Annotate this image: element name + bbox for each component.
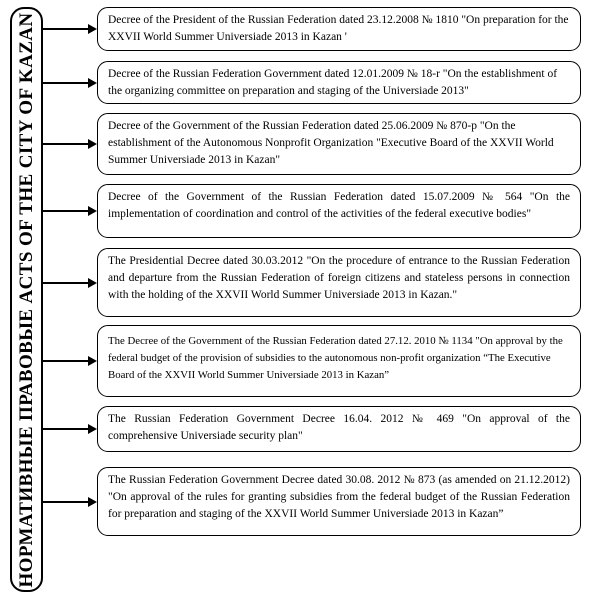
arrow-shaft: [43, 282, 90, 284]
decree-row: [43, 467, 581, 536]
decree-text: Decree of the President of the Russian Federation dated 23.12.2008 № 1810 "On preparation for the XXVII World Summer Universiade 2013 in Kazan ': [108, 14, 569, 43]
decree-box-7: [97, 406, 581, 452]
arrow-head-icon: [88, 78, 97, 88]
arrow-shaft: [43, 360, 90, 362]
connector-arrow-icon: [43, 423, 97, 435]
decree-row: [43, 113, 581, 175]
decree-text: The Decree of the Government of the Russian Federation dated 27.12. 2010 № 1134 "On approval by the federal budget of the provision of subsidies to the autonomous non-profit organization “The Executive Board of the XXVII World Summer Universiade 2013 in Kazan”: [108, 335, 563, 381]
arrow-shaft: [43, 210, 90, 212]
connector-arrow-icon: [43, 138, 97, 150]
decree-text: Decree of the Government of the Russian Federation dated 15.07.2009 № 564 "On the implementation of coordination and control of the activities of the federal executive bodies": [108, 191, 570, 221]
decree-text: The Russian Federation Government Decree 16.04. 2012 № 469 "On approval of the comprehensive Universiade security plan": [108, 413, 570, 443]
decree-list: [43, 7, 581, 536]
decree-row: [43, 325, 581, 397]
decree-row: [43, 61, 581, 104]
arrow-head-icon: [88, 356, 97, 366]
decree-box-8: [97, 467, 581, 536]
side-title-text: НОРМАТИВНЫЕ ПРАВОВЫЕ ACTS OF THE CITY OF KAZAN: [15, 11, 37, 588]
connector-arrow-icon: [43, 205, 97, 217]
arrow-head-icon: [88, 206, 97, 216]
decree-box-6: [97, 325, 581, 397]
decree-text: The Presidential Decree dated 30.03.2012 "On the procedure of entrance to the Russian Federation and departure from the Russian Federation of foreign citizens and stateless persons in connection with the holding of the XXVII World Summer Universiade 2013 in Kazan.": [108, 255, 570, 301]
arrow-head-icon: [88, 139, 97, 149]
decree-row: [43, 248, 581, 317]
arrow-head-icon: [88, 424, 97, 434]
decree-row: [43, 7, 581, 51]
decree-text: The Russian Federation Government Decree dated 30.08. 2012 № 873 (as amended on 21.12.2012) "On approval of the rules for granting subsidies from the federal budget of the Russian Federation for preparation and staging of the XXVII World Summer Universiade 2013 in Kazan”: [108, 474, 570, 520]
decree-row: [43, 184, 581, 238]
decree-box-4: [97, 184, 581, 238]
connector-arrow-icon: [43, 277, 97, 289]
arrow-head-icon: [88, 278, 97, 288]
decree-row: [43, 406, 581, 452]
arrow-shaft: [43, 428, 90, 430]
connector-arrow-icon: [43, 496, 97, 508]
decree-box-2: [97, 61, 581, 104]
decree-box-5: [97, 248, 581, 317]
arrow-shaft: [43, 501, 90, 503]
decree-box-3: [97, 113, 581, 175]
connector-arrow-icon: [43, 23, 97, 35]
arrow-shaft: [43, 82, 90, 84]
decree-text: Decree of the Government of the Russian Federation dated 25.06.2009 № 870-p "On the establishment of the Autonomous Nonprofit Organization "Executive Board of the XXVII World Summer Universiade 2013 in Kazan": [108, 120, 554, 166]
side-title-box: [10, 7, 43, 592]
decree-text: Decree of the Russian Federation Government dated 12.01.2009 № 18-r "On the establishment of the organizing committee on preparation and staging of the Universiade 2013": [108, 68, 558, 97]
connector-arrow-icon: [43, 77, 97, 89]
arrow-head-icon: [88, 24, 97, 34]
decree-box-1: [97, 7, 581, 51]
connector-arrow-icon: [43, 355, 97, 367]
arrow-shaft: [43, 143, 90, 145]
arrow-head-icon: [88, 497, 97, 507]
arrow-shaft: [43, 28, 90, 30]
